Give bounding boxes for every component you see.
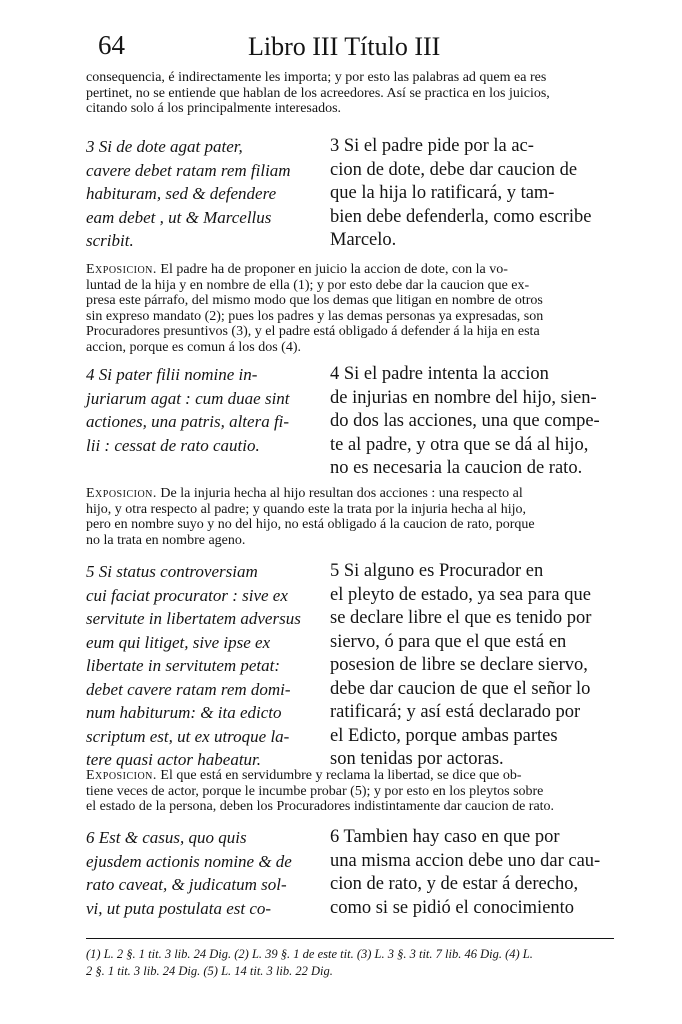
text-line: luntad de la hija y en nombre de ella (1); y por esto debe dar la caucion que ex- bbox=[86, 277, 530, 293]
text-line: do dos las acciones, una que compe- bbox=[330, 411, 600, 431]
text-line: son tenidas por actoras. bbox=[330, 749, 504, 769]
exposicion-label: Exposicion. bbox=[86, 486, 157, 501]
text-line: pero en nombre suyo y no del hijo, no está obligado á la caucion de rato, porque bbox=[86, 517, 535, 532]
text-line: bien debe defenderla, como escribe bbox=[330, 206, 592, 227]
text-line: se declare libre el que es tenido por bbox=[330, 608, 592, 628]
text-line: rato caveat, & judicatum sol- bbox=[86, 875, 287, 894]
text-line: eum qui litiget, sive ipse ex bbox=[86, 632, 271, 652]
text-line: tere quasi actor habeatur. bbox=[86, 750, 262, 769]
text-line: no la trata en nombre ageno. bbox=[86, 532, 246, 548]
text-line: citando solo á los principalmente interesados. bbox=[86, 101, 342, 116]
exposicion-3 bbox=[86, 262, 614, 355]
text-line: tiene veces de actor, porque le incumbe probar (5); y por esto en los pleytos sobre bbox=[86, 783, 544, 799]
text-line: De la injuria hecha al hijo resultan dos acciones : una respecto al bbox=[156, 486, 523, 501]
text-line: una misma accion debe uno dar cau- bbox=[330, 850, 601, 871]
text-line: cavere debet ratam rem filiam bbox=[86, 160, 291, 180]
text-line: cion de dote, debe dar caucion de bbox=[330, 159, 578, 180]
footnotes bbox=[86, 946, 614, 980]
section-5-spanish bbox=[330, 560, 614, 772]
text-line: 5 Si alguno es Procurador en bbox=[330, 561, 544, 581]
text-line: siervo, ó para que el que está en bbox=[330, 631, 567, 652]
text-line: habituram, sed & defendere bbox=[86, 184, 277, 203]
footnote-rule bbox=[86, 938, 614, 939]
intro-paragraph bbox=[86, 70, 614, 117]
section-3-spanish bbox=[330, 135, 614, 253]
text-line: Procuradores presuntivos (3), y el padre está obligado á defender á la hija en esta bbox=[86, 324, 540, 339]
text-line: pertinet, no se entiende que hablan de los acreedores. Así se practica en los juicios, bbox=[86, 85, 550, 101]
text-line: como si se pidió el conocimiento bbox=[330, 897, 575, 918]
text-line: cion de rato, y de estar á derecho, bbox=[330, 874, 579, 894]
section-5-latin bbox=[86, 560, 320, 772]
exposicion-label: Exposicion. bbox=[86, 768, 157, 783]
text-line: que la hija lo ratificará, y tam- bbox=[330, 183, 555, 203]
text-line: 3 Si el padre pide por la ac- bbox=[330, 136, 534, 156]
section-3-latin bbox=[86, 135, 320, 253]
section-4-latin bbox=[86, 363, 320, 457]
page-header bbox=[98, 26, 628, 64]
text-line: el pleyto de estado, ya sea para que bbox=[330, 584, 591, 605]
text-line: sin expreso mandato (2); pues los padres y las demas personas ya expresadas, son bbox=[86, 308, 544, 324]
text-line: El que está en servidumbre y reclama la libertad, se dice que ob- bbox=[156, 768, 522, 783]
text-line: ratificará; y así está declarado por bbox=[330, 702, 581, 722]
text-line: juriarum agat : cum duae sint bbox=[86, 388, 290, 408]
text-line: hijo, y otra respecto al padre; y quando este la trata por la injuria hecha al hijo, bbox=[86, 501, 527, 517]
footnote-line: (1) L. 2 §. 1 tit. 3 lib. 24 Dig. (2) L. 39 §. 1 de este tit. (3) L. 3 §. 3 tit. 7 lib. 46 Dig. (4) L. bbox=[86, 947, 533, 961]
text-line: cui faciat procurator : sive ex bbox=[86, 585, 288, 605]
text-line: libertate in servitutem petat: bbox=[86, 656, 281, 675]
text-line: El padre ha de proponer en juicio la accion de dote, con la vo- bbox=[156, 262, 508, 277]
text-line: scribit. bbox=[86, 231, 134, 250]
footnote-line: 2 §. 1 tit. 3 lib. 24 Dig. (5) L. 14 tit. 3 lib. 22 Dig. bbox=[86, 964, 333, 978]
page-number: 64 bbox=[98, 30, 125, 60]
text-line: el Edicto, porque ambas partes bbox=[330, 725, 558, 746]
text-line: 4 Si el padre intenta la accion bbox=[330, 364, 549, 384]
exposicion-5 bbox=[86, 768, 614, 815]
text-line: ejusdem actionis nomine & de bbox=[86, 851, 292, 871]
text-line: posesion de libre se declare siervo, bbox=[330, 655, 588, 675]
running-title: Libro III Título III bbox=[248, 32, 441, 61]
text-line: servitute in libertatem adversus bbox=[86, 609, 301, 628]
text-line: presa este párrafo, del mismo modo que los demas que litigan en nombre de otros bbox=[86, 293, 543, 308]
text-line: lii : cessat de rato cautio. bbox=[86, 435, 260, 455]
text-line: 6 Tambien hay caso en que por bbox=[330, 827, 560, 847]
text-line: debet cavere ratam rem domi- bbox=[86, 679, 291, 699]
text-line: no es necesaria la caucion de rato. bbox=[330, 458, 583, 478]
text-line: eam debet , ut & Marcellus bbox=[86, 207, 272, 227]
text-line: 4 Si pater filii nomine in- bbox=[86, 365, 258, 384]
exposicion-4 bbox=[86, 486, 614, 548]
text-line: 5 Si status controversiam bbox=[86, 562, 258, 581]
text-line: scriptum est, ut ex utroque la- bbox=[86, 726, 290, 746]
section-4-spanish bbox=[330, 363, 614, 481]
text-line: num habiturum: & ita edicto bbox=[86, 703, 282, 722]
section-6-spanish bbox=[330, 826, 614, 920]
exposicion-label: Exposicion. bbox=[86, 262, 157, 277]
text-line: consequencia, é indirectamente les importa; y por esto las palabras ad quem ea res bbox=[86, 70, 547, 85]
text-line: de injurias en nombre del hijo, sien- bbox=[330, 387, 597, 408]
text-line: 6 Est & casus, quo quis bbox=[86, 828, 247, 847]
text-line: Marcelo. bbox=[330, 230, 397, 250]
text-line: vi, ut puta postulata est co- bbox=[86, 898, 272, 918]
text-line: 3 Si de dote agat pater, bbox=[86, 137, 243, 156]
text-line: te al padre, y otra que se dá al hijo, bbox=[330, 434, 589, 455]
text-line: accion, porque es comun á los dos (4). bbox=[86, 339, 301, 355]
text-line: debe dar caucion de que el señor lo bbox=[330, 678, 591, 699]
section-6-latin bbox=[86, 826, 320, 920]
text-line: el estado de la persona, deben los Procuradores indistintamente dar caucion de rato. bbox=[86, 799, 555, 814]
text-line: actiones, una patris, altera fi- bbox=[86, 412, 290, 431]
